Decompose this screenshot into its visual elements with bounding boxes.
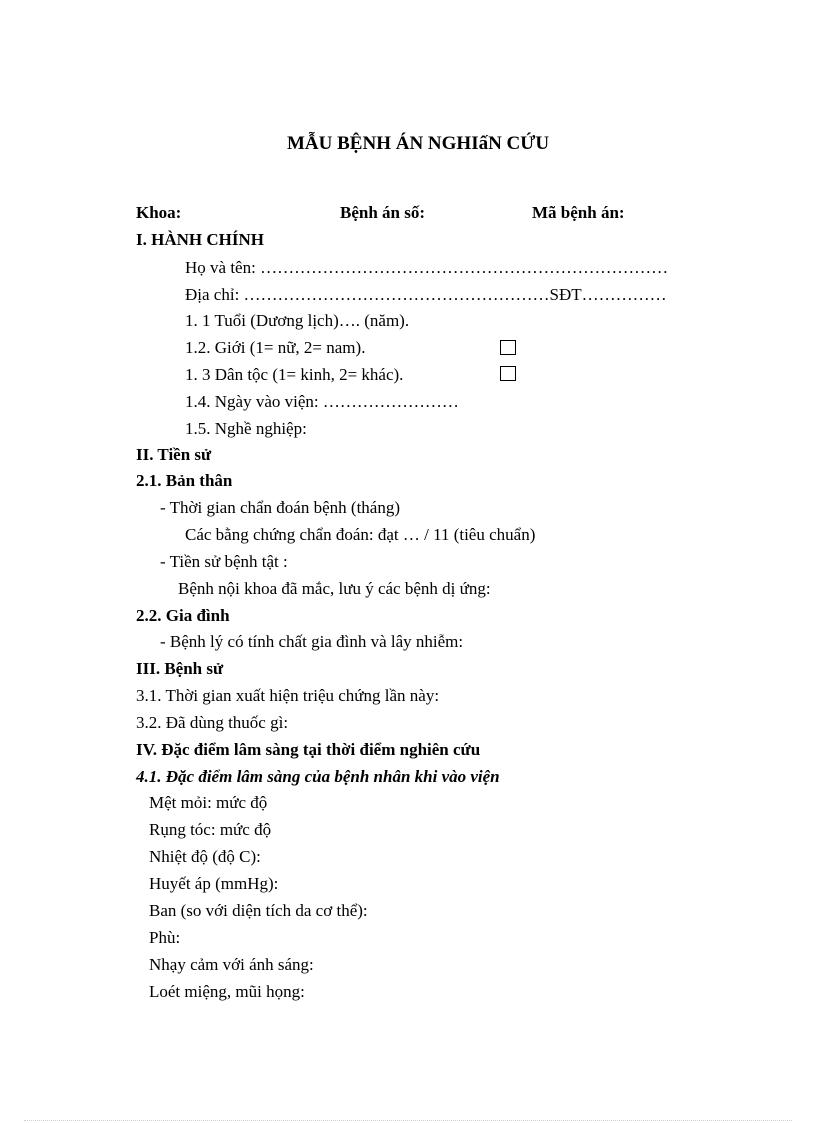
da-dung-thuoc: 3.2. Đã dùng thuốc gì:: [136, 713, 289, 732]
benh-ly-gia-dinh: - Bệnh lý có tính chất gia đình và lây nhiễm:: [160, 632, 464, 651]
section-1-heading: I. HÀNH CHÍNH: [136, 230, 264, 249]
section-2-heading: II. Tiền sử: [136, 445, 212, 464]
nghe-nghiep-field: 1.5. Nghề nghiệp:: [185, 419, 307, 438]
list-item: Mệt mỏi: mức độ: [149, 793, 268, 812]
page-bottom-divider: [24, 1120, 792, 1121]
list-item: Nhiệt độ (độ C):: [149, 847, 261, 866]
list-item: Phù:: [149, 928, 181, 947]
dan-toc-checkbox[interactable]: [500, 366, 516, 381]
list-item: Huyết áp (mmHg):: [149, 874, 279, 893]
khoa-label: Khoa:: [136, 203, 182, 222]
bang-chung-chan-doan: Các bằng chứng chẩn đoán: đạt … / 11 (tiêu chuẩn): [185, 525, 536, 544]
section-4-1-heading: 4.1. Đặc điểm lâm sàng của bệnh nhân khi vào viện: [136, 767, 500, 786]
dia-chi-field: Địa chỉ: ………………………………………………SĐT……………: [185, 285, 667, 304]
ngay-vao-vien-field: 1.4. Ngày vào viện: ……………………: [185, 392, 459, 411]
benh-an-so-label: Bệnh án số:: [340, 203, 426, 222]
thoi-gian-chan-doan: - Thời gian chẩn đoán bệnh (tháng): [160, 498, 400, 517]
list-item: Ban (so với diện tích da cơ thể):: [149, 901, 368, 920]
section-3-heading: III. Bệnh sử: [136, 659, 224, 678]
thoi-gian-xuat-hien: 3.1. Thời gian xuất hiện triệu chứng lần này:: [136, 686, 440, 705]
gioi-checkbox[interactable]: [500, 340, 516, 355]
dan-toc-field: 1. 3 Dân tộc (1= kinh, 2= khác).: [185, 365, 404, 384]
benh-noi-khoa: Bệnh nội khoa đã mắc, lưu ý các bệnh dị ứng:: [178, 579, 491, 598]
tuoi-field: 1. 1 Tuổi (Dương lịch)…. (năm).: [185, 311, 410, 330]
ho-ten-field: Họ và tên: ………………………………………………………………: [185, 258, 669, 277]
list-item: Rụng tóc: mức độ: [149, 820, 272, 839]
gia-dinh-heading: 2.2. Gia đình: [136, 606, 230, 625]
list-item: Nhạy cảm với ánh sáng:: [149, 955, 314, 974]
ban-than-heading: 2.1. Bản thân: [136, 471, 233, 490]
tien-su-benh-tat: - Tiền sử bệnh tật :: [160, 552, 288, 571]
page-title: MẪU BỆNH ÁN NGHIấN CỨU: [287, 133, 550, 154]
section-4-heading: IV. Đặc điểm lâm sàng tại thời điểm nghiên cứu: [136, 740, 481, 759]
ma-benh-an-label: Mã bệnh án:: [532, 203, 625, 222]
gioi-field: 1.2. Giới (1= nữ, 2= nam).: [185, 338, 366, 357]
list-item: Loét miệng, mũi họng:: [149, 982, 305, 1001]
